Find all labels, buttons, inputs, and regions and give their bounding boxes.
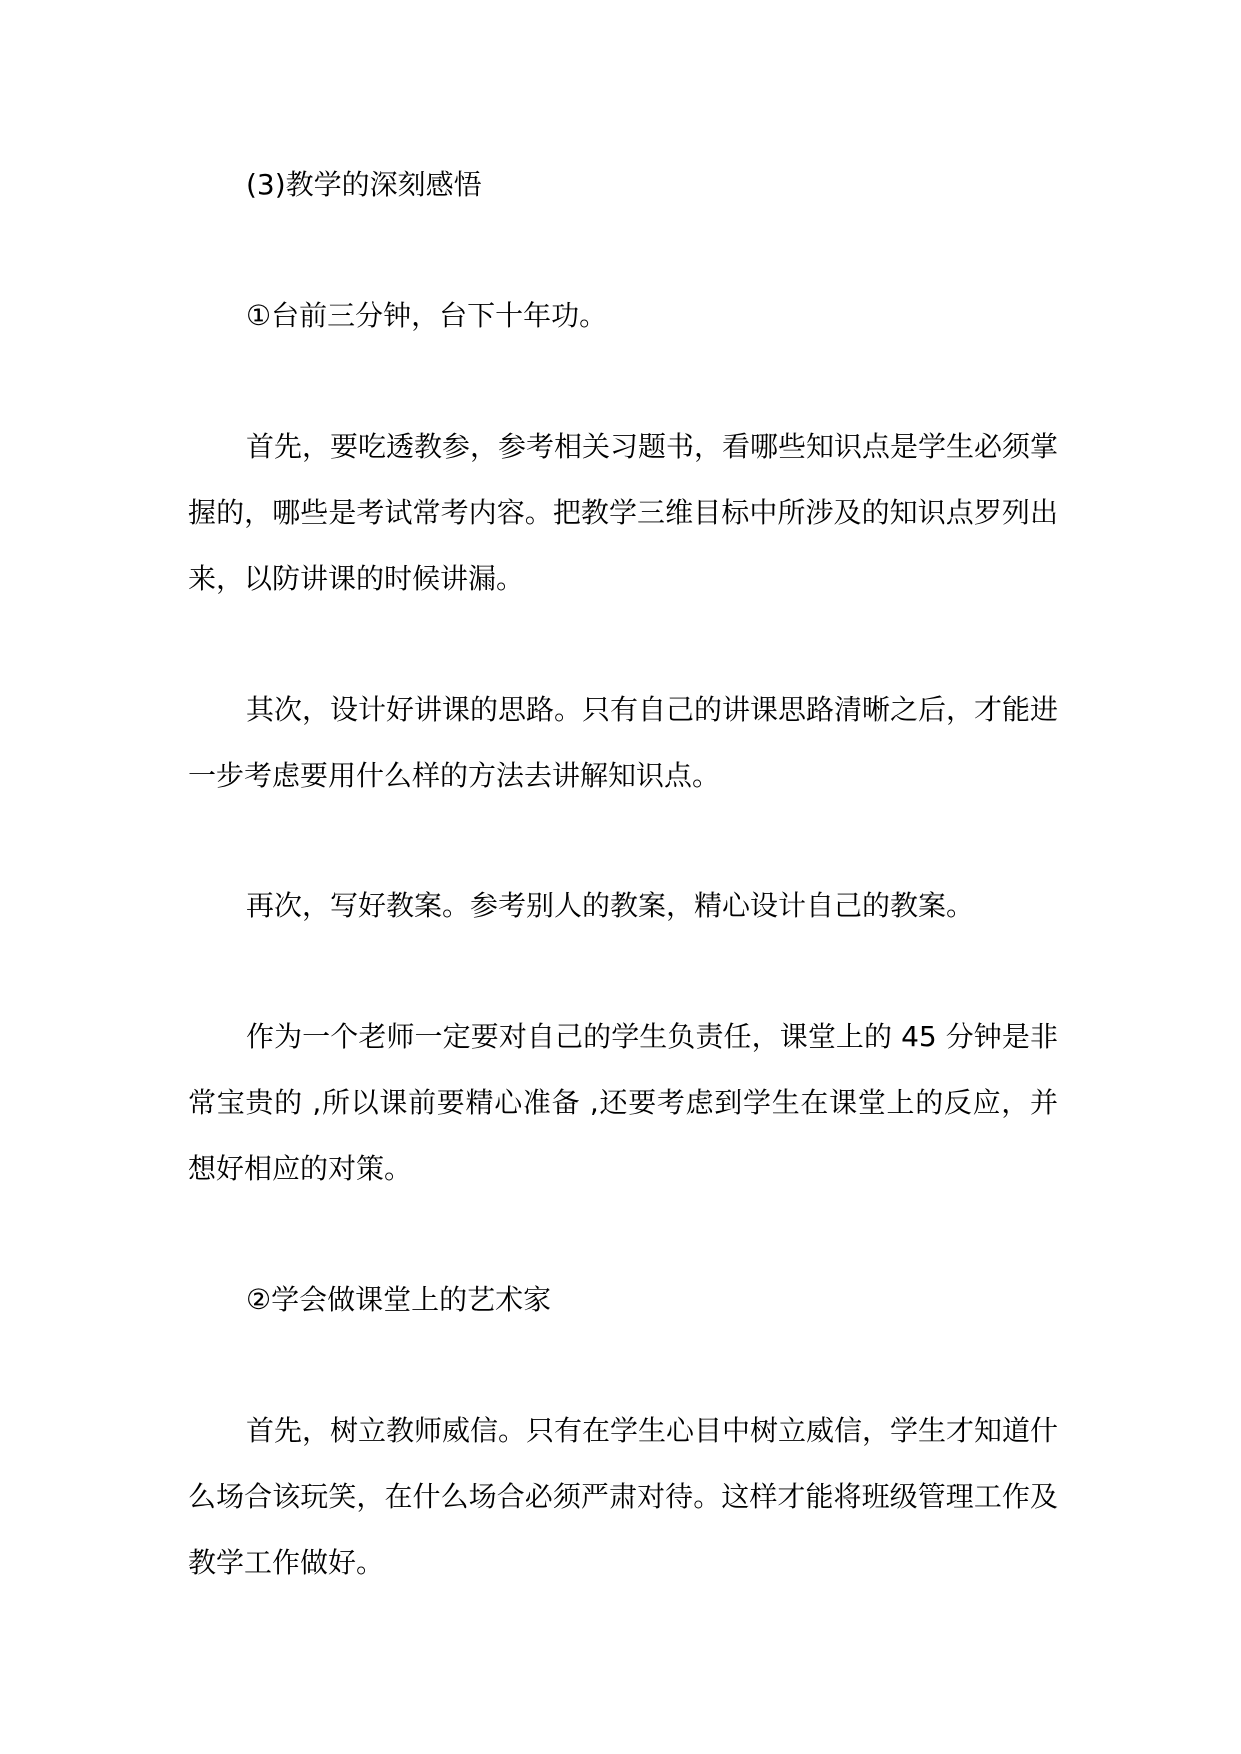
body-paragraph: 再次，写好教案。参考别人的教案，精心设计自己的教案。: [246, 889, 975, 922]
body-paragraph: 首先，要吃透教参，参考相关习题书，看哪些知识点是学生必须掌握的，哪些是考试常考内容。把教学三维目标中所涉及的知识点罗列出来，以防讲课的时候讲漏。: [188, 430, 1059, 595]
subsection-heading: ①台前三分钟，台下十年功。: [246, 299, 608, 332]
body-paragraph: 其次，设计好讲课的思路。只有自己的讲课思路清晰之后，才能进一步考虑要用什么样的方法去讲解知识点。: [188, 693, 1059, 792]
subsection-heading: ②学会做课堂上的艺术家: [246, 1283, 552, 1316]
document-page: [188, 0, 1058, 1754]
body-paragraph: 首先，树立教师威信。只有在学生心目中树立威信，学生才知道什么场合该玩笑，在什么场合必须严肃对待。这样才能将班级管理工作及教学工作做好。: [188, 1414, 1059, 1579]
section-heading: (3)教学的深刻感悟: [246, 168, 482, 201]
body-paragraph: 作为一个老师一定要对自己的学生负责任，课堂上的 45 分钟是非常宝贵的 ,所以课前要精心准备 ,还要考虑到学生在课堂上的反应，并想好相应的对策。: [188, 1020, 1058, 1185]
